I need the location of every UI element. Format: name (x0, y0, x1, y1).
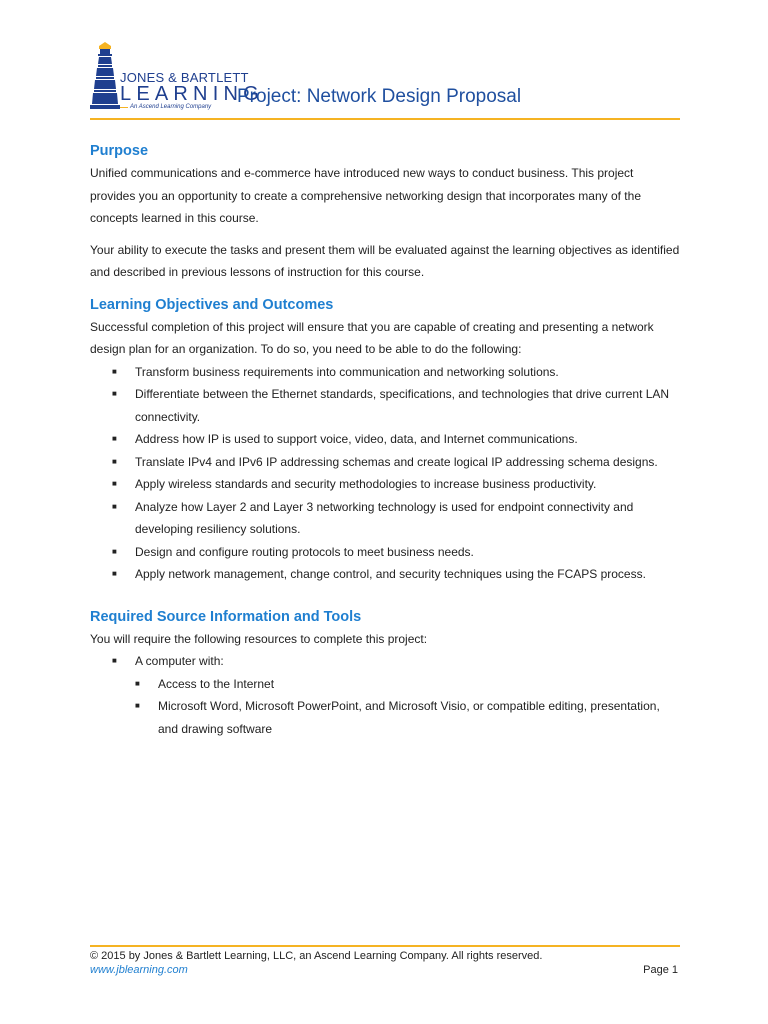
logo-tagline: An Ascend Learning Company (130, 104, 212, 110)
list-item: ■ Address how IP is used to support voice, video, data, and Internet communications. (90, 428, 680, 451)
footer-copyright: © 2015 by Jones & Bartlett Learning, LLC, an Ascend Learning Company. All rights reserved. (90, 950, 543, 962)
list-item: ■ Design and configure routing protocols to meet business needs. (90, 541, 680, 564)
list-item: ■ Analyze how Layer 2 and Layer 3 networking technology is used for endpoint connectivity and developing resiliency solutions. (90, 496, 680, 541)
page-number: Page 1 (643, 964, 678, 976)
list-item: ■ Apply wireless standards and security methodologies to increase business productivity. (90, 473, 680, 496)
logo-brand-top: JONES & BARTLETT (120, 70, 249, 85)
purpose-paragraph: Your ability to execute the tasks and present them will be evaluated against the learning objectives as identified and described in previous lessons of instruction for this course. (90, 242, 680, 279)
jones-bartlett-logo (90, 42, 264, 112)
objectives-intro: Successful completion of this project will ensure that you are capable of creating and presenting a network design plan for an organization. To do so, you need to be able to do the following: (90, 319, 654, 356)
bullet-icon: ■ (112, 456, 117, 466)
bullet-icon: ■ (112, 479, 117, 488)
sources-sublist (90, 673, 680, 741)
document-title: Project: Network Design Proposal (237, 86, 522, 107)
logo-divider (120, 107, 128, 108)
logo-brand-bottom: LEARNING (120, 83, 264, 105)
bullet-icon: ■ (112, 546, 117, 556)
list-item: ■ Apply network management, change control, and security techniques using the FCAPS process. (90, 563, 680, 586)
list-item: ■ Access to the Internet (90, 673, 680, 696)
purpose-heading: Purpose (90, 143, 149, 159)
sources-intro: You will require the following resources to complete this project: (90, 631, 428, 646)
bullet-icon: ■ (112, 434, 117, 443)
footer-divider (90, 945, 680, 947)
objectives-heading: Learning Objectives and Outcomes (90, 296, 334, 313)
purpose-paragraph: Unified communications and e-commerce have introduced new ways to conduct business. This project provides you an opportunity to create a comprehensive networking design that incorporates many of the concepts learned in this course. (90, 166, 641, 225)
list-item: ■ Microsoft Word, Microsoft PowerPoint, and Microsoft Visio, or compatible editing, presentation, and drawing software (90, 695, 680, 740)
objectives-list (90, 361, 680, 586)
bullet-icon: ■ (135, 678, 140, 688)
bullet-icon: ■ (112, 656, 117, 665)
sources-heading: Required Source Information and Tools (90, 608, 362, 625)
list-item: ■ Translate IPv4 and IPv6 IP addressing schemas and create logical IP addressing schema designs. (90, 451, 680, 474)
lighthouse-icon (90, 42, 120, 112)
sources-list (90, 650, 680, 673)
bullet-icon: ■ (135, 701, 140, 710)
bullet-icon: ■ (112, 366, 117, 376)
document-body (90, 140, 680, 740)
bullet-icon: ■ (112, 569, 117, 578)
header-divider (90, 118, 680, 120)
bullet-icon: ■ (112, 501, 117, 511)
list-item: ■ Differentiate between the Ethernet standards, specifications, and technologies that drive current LAN connectivity. (90, 383, 680, 428)
bullet-icon: ■ (112, 389, 117, 398)
page-header (90, 42, 680, 118)
list-item: ■ Transform business requirements into communication and networking solutions. (90, 361, 680, 384)
footer-website-link[interactable]: www.jblearning.com (90, 964, 188, 976)
list-item: ■ A computer with: (90, 650, 680, 673)
